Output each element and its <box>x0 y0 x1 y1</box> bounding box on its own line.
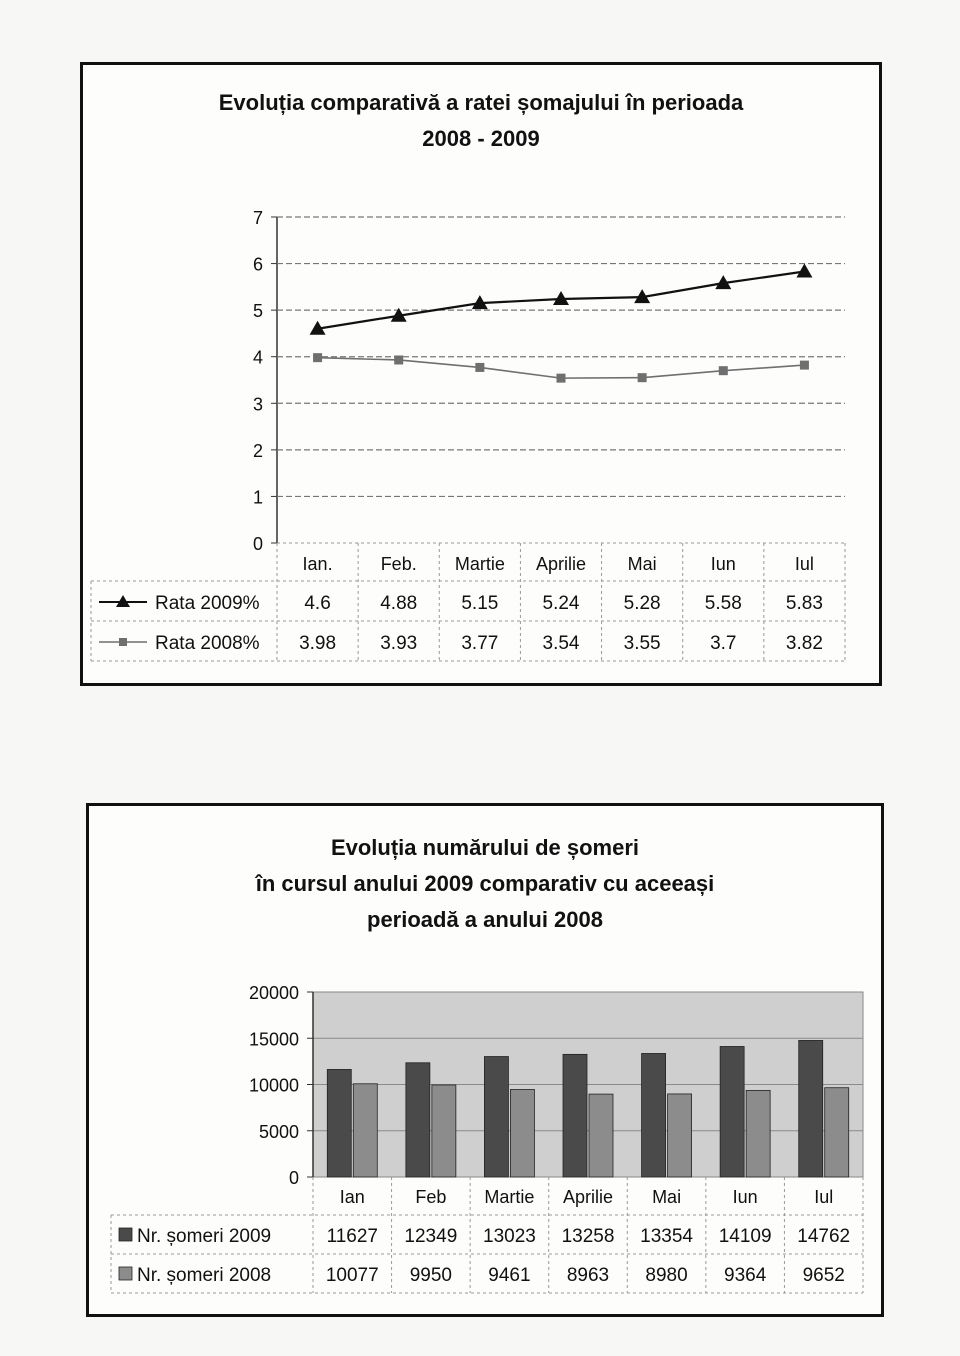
category-label: Ian. <box>302 554 333 574</box>
bar-2009 <box>484 1057 508 1177</box>
category-label: Martie <box>484 1187 535 1207</box>
table-cell-value: 5.24 <box>542 593 580 614</box>
category-label: Iul <box>814 1187 834 1207</box>
data-point-square <box>475 363 484 372</box>
category-label: Mai <box>652 1187 682 1207</box>
y-tick-label: 1 <box>252 487 263 508</box>
y-tick-label: 6 <box>252 254 263 275</box>
y-tick-label: 10000 <box>248 1075 299 1096</box>
bar-2008 <box>746 1090 770 1177</box>
bar-2008 <box>589 1094 613 1177</box>
table-cell-value: 5.58 <box>704 593 742 614</box>
table-cell-value: 9461 <box>488 1265 531 1286</box>
chart-2-title-line-2: în cursul anului 2009 comparativ cu aceeași <box>255 871 715 896</box>
bar-2009 <box>406 1063 430 1177</box>
table-cell-value: 14762 <box>797 1226 851 1247</box>
y-tick-label: 0 <box>252 534 263 554</box>
category-label: Feb <box>415 1187 447 1207</box>
bar-2008 <box>353 1084 377 1177</box>
bar-2009 <box>563 1054 587 1177</box>
legend-label: Rata 2009% <box>155 593 260 614</box>
y-tick-label: 7 <box>252 208 263 228</box>
bar-2008 <box>825 1088 849 1177</box>
y-tick-label: 4 <box>252 347 263 368</box>
chart-2-frame <box>86 803 884 1317</box>
table-cell-value: 10077 <box>325 1265 379 1286</box>
bar-2008 <box>668 1094 692 1177</box>
category-label: Aprilie <box>562 1187 614 1207</box>
legend-label: Nr. șomeri 2008 <box>137 1265 272 1286</box>
category-label: Mai <box>627 554 657 574</box>
data-point-square <box>394 355 403 364</box>
table-cell-value: 5.15 <box>461 593 499 614</box>
data-point-triangle <box>796 263 812 277</box>
table-cell-value: 4.88 <box>380 593 418 614</box>
chart-2-title-line-3: perioadă a anului 2008 <box>367 907 603 932</box>
table-cell-value: 8980 <box>645 1265 688 1286</box>
y-tick-label: 0 <box>288 1168 299 1188</box>
table-cell-value: 13023 <box>483 1226 536 1247</box>
bar-2008 <box>432 1085 456 1177</box>
bar-2009 <box>720 1046 744 1177</box>
legend-label: Rata 2008% <box>155 633 260 654</box>
table-cell-value: 5.83 <box>785 593 823 614</box>
y-tick-label: 2 <box>252 440 263 461</box>
y-tick-label: 5000 <box>258 1121 299 1142</box>
table-cell-value: 3.55 <box>623 633 661 654</box>
data-point-square <box>719 366 728 375</box>
table-cell-value: 3.77 <box>461 633 499 654</box>
category-label: Iun <box>732 1187 758 1207</box>
line-chart <box>83 65 879 683</box>
legend-label: Nr. șomeri 2009 <box>137 1226 272 1247</box>
category-label: Martie <box>454 554 505 574</box>
table-cell-value: 9364 <box>724 1265 767 1286</box>
category-label: Aprilie <box>535 554 587 574</box>
table-cell-value: 9652 <box>802 1265 845 1286</box>
bar-2009 <box>642 1053 666 1177</box>
y-tick-label: 3 <box>252 394 263 415</box>
legend-swatch <box>119 1228 132 1241</box>
table-cell-value: 12349 <box>404 1226 458 1247</box>
category-label: Iul <box>794 554 814 574</box>
data-point-square <box>557 374 566 383</box>
category-label: Feb. <box>380 554 417 574</box>
table-cell-value: 8963 <box>566 1265 610 1286</box>
table-cell-value: 5.28 <box>623 593 661 614</box>
table-cell-value: 3.98 <box>299 633 337 654</box>
table-cell-value: 3.7 <box>710 633 737 654</box>
bar-chart <box>89 806 881 1314</box>
data-point-square <box>800 361 809 370</box>
chart-1-title-line-1: Evoluția comparativă a ratei șomajului în perioada <box>218 90 744 115</box>
chart-1-frame <box>80 62 882 686</box>
table-cell-value: 13258 <box>561 1226 615 1247</box>
table-cell-value: 3.54 <box>542 633 580 654</box>
bar-2009 <box>327 1069 351 1177</box>
data-point-square <box>638 373 647 382</box>
table-cell-value: 9950 <box>409 1265 452 1286</box>
table-cell-value: 4.6 <box>304 593 331 614</box>
table-cell-value: 11627 <box>326 1226 379 1247</box>
data-point-square <box>313 353 322 362</box>
category-label: Iun <box>710 554 736 574</box>
category-label: Ian <box>339 1187 365 1207</box>
bar-2008 <box>510 1089 534 1177</box>
y-tick-label: 15000 <box>248 1029 299 1050</box>
chart-2-title-line-1: Evoluția numărului de șomeri <box>330 835 640 860</box>
y-tick-label: 5 <box>252 301 263 322</box>
legend-swatch <box>119 1267 132 1280</box>
table-cell-value: 14109 <box>718 1226 772 1247</box>
table-cell-value: 13354 <box>640 1226 693 1247</box>
bar-2009 <box>799 1040 823 1177</box>
y-tick-label: 20000 <box>248 983 299 1003</box>
table-cell-value: 3.93 <box>380 633 418 654</box>
chart-1-title-line-2: 2008 - 2009 <box>422 126 540 151</box>
table-cell-value: 3.82 <box>785 633 823 654</box>
legend-marker-square <box>119 638 127 646</box>
